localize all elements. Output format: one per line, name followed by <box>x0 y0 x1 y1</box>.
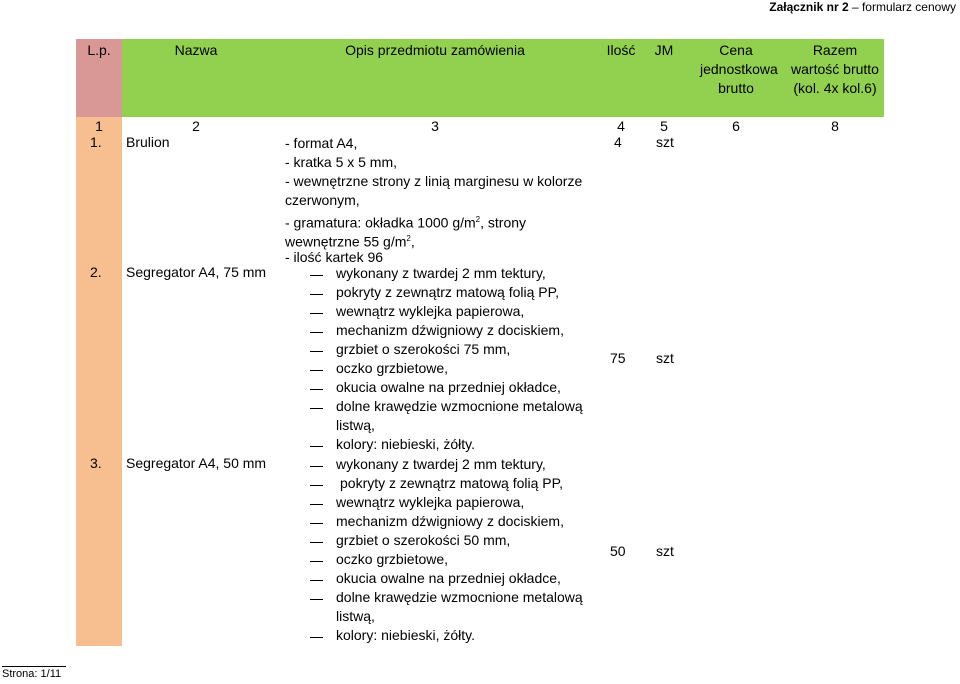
header-total: Razem wartość brutto (kol. 4x kol.6) <box>786 39 884 117</box>
row2-desc-line: mechanizm dźwigniowy z dociskiem, <box>336 322 564 338</box>
header-lp: L.p. <box>76 39 122 117</box>
row2-desc-line: listwą, <box>336 417 375 433</box>
row1-desc-line: - format A4, <box>285 135 358 151</box>
bullet-dash <box>310 313 323 314</box>
row3-qty: 50 <box>610 543 626 559</box>
header-unit: JM <box>642 39 686 117</box>
bullet-dash <box>310 446 323 447</box>
row1-desc-line: - wewnętrzne strony z linią marginesu w kolorze <box>285 173 583 189</box>
row3-desc-line: kolory: niebieski, żółty. <box>336 627 476 643</box>
row1-desc-line: - kratka 5 x 5 mm, <box>285 154 398 170</box>
row1-lp: 1. <box>90 134 102 150</box>
col-number: 6 <box>732 118 740 134</box>
bullet-dash <box>310 504 323 505</box>
bullet-dash <box>310 637 323 638</box>
row2-desc-line: wewnątrz wyklejka papierowa, <box>336 303 525 319</box>
header-description: Opis przedmiotu zamówienia <box>270 39 600 117</box>
col-number: 5 <box>660 118 668 134</box>
row1-name: Brulion <box>126 134 170 150</box>
row2-desc-line: wykonany z twardej 2 mm tektury, <box>336 265 546 281</box>
row1-desc-line: czerwonym, <box>285 192 360 208</box>
bullet-dash <box>310 332 323 333</box>
row1-desc-line: - ilość kartek 96 <box>285 249 384 265</box>
row2-desc-line: kolory: niebieski, żółty. <box>336 436 476 452</box>
row3-desc-line: oczko grzbietowe, <box>336 551 449 567</box>
bullet-dash <box>310 542 323 543</box>
col-number: 8 <box>831 118 839 134</box>
bullet-dash <box>310 523 323 524</box>
row2-desc-line: pokryty z zewnątrz matową folią PP, <box>336 284 560 300</box>
header-name: Nazwa <box>122 39 270 117</box>
row3-lp: 3. <box>90 455 102 471</box>
row3-desc-line: grzbiet o szerokości 50 mm, <box>336 532 511 548</box>
header-unit-price: Cena jednostkowa brutto <box>686 39 786 117</box>
col-number: 1 <box>76 117 122 136</box>
row1-desc-line: - gramatura: okładka 1000 $g/m^2$, strony <box>285 214 527 231</box>
row3-desc-line: mechanizm dźwigniowy z dociskiem, <box>336 513 564 529</box>
row2-desc-line: grzbiet o szerokości 75 mm, <box>336 341 511 357</box>
row3-unit: szt <box>656 543 674 559</box>
row2-desc-line: oczko grzbietowe, <box>336 360 449 376</box>
row2-qty: 75 <box>610 350 626 366</box>
row3-desc-line: pokryty z zewnątrz matową folią PP, <box>340 475 564 491</box>
row1-lp-cell <box>76 136 122 264</box>
bullet-dash <box>310 351 323 352</box>
row3-lp-cell <box>76 454 122 646</box>
bullet-dash <box>310 408 323 409</box>
row3-desc-line: wewnątrz wyklejka papierowa, <box>336 494 525 510</box>
col-number: 2 <box>192 118 200 134</box>
page-footer: Strona: 1/11 <box>2 666 66 680</box>
bullet-dash <box>310 275 323 276</box>
row1-qty: 4 <box>614 134 622 150</box>
row3-desc-line: dolne krawędzie wzmocnione metalową <box>336 589 583 605</box>
bullet-dash <box>310 370 323 371</box>
col-number: 3 <box>431 118 439 134</box>
row3-desc-line: okucia owalne na przedniej okładce, <box>336 570 561 586</box>
bullet-dash <box>310 580 323 581</box>
bullet-dash <box>310 485 323 486</box>
row2-lp-cell <box>76 264 122 454</box>
row3-desc-line: wykonany z twardej 2 mm tektury, <box>336 456 546 472</box>
row3-desc-line: listwą, <box>336 608 375 624</box>
row1-unit: szt <box>656 134 674 150</box>
row2-desc-line: okucia owalne na przedniej okładce, <box>336 379 561 395</box>
row3-name: Segregator A4, 50 mm <box>126 455 267 471</box>
row2-desc-line: dolne krawędzie wzmocnione metalową <box>336 398 583 414</box>
row2-unit: szt <box>656 350 674 366</box>
bullet-dash <box>310 466 323 467</box>
bullet-dash <box>310 599 323 600</box>
row1-desc-line: wewnętrzne 55 $g/m^2$, <box>285 233 415 250</box>
attachment-title: Załącznik nr 2 – formularz cenowy <box>769 0 956 14</box>
col-number: 4 <box>617 118 625 134</box>
row2-lp: 2. <box>90 264 102 280</box>
bullet-dash <box>310 294 323 295</box>
header-quantity: Ilość <box>600 39 642 117</box>
bullet-dash <box>310 389 323 390</box>
row2-name: Segregator A4, 75 mm <box>126 264 267 280</box>
bullet-dash <box>310 561 323 562</box>
